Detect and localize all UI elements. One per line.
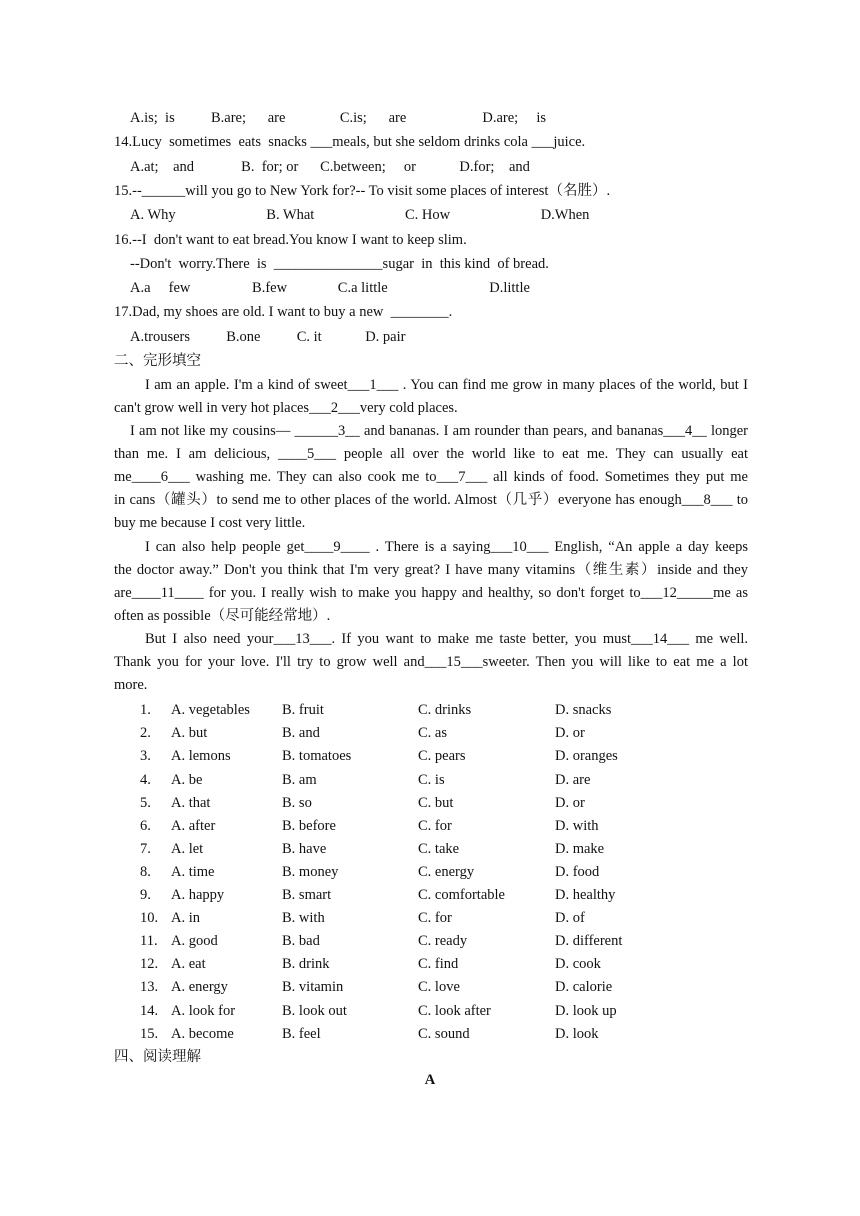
cloze-passage-line: I can also help people get____9____ . There is a saying___10___ English, “An apple a day keeps [145, 538, 748, 555]
cloze-option-row [0, 1024, 860, 1044]
option-a: A. let [171, 840, 204, 857]
option-b: B. am [282, 771, 317, 788]
option-a: A. happy [171, 887, 225, 903]
option-a: A. become [171, 1025, 234, 1042]
option-a: A. in [171, 910, 200, 927]
option-b: B. and [282, 725, 320, 742]
option-b: B. smart [282, 887, 332, 903]
option-c: C. pears [418, 748, 466, 765]
option-d: D. look [555, 1025, 599, 1042]
cloze-passage-line: often as possible（尽可能经常地）. [114, 607, 331, 624]
option-number: 8. [140, 863, 151, 880]
option-a: A. good [171, 933, 218, 950]
cloze-passage-line: the doctor away.” Don't you think that I'm very great? I have many vitamins（维生素）inside and they [114, 561, 748, 578]
mc-question-line: A.a few B.few C.a little D.little [130, 280, 530, 297]
option-a: A. that [171, 794, 211, 811]
option-b: B. so [282, 794, 312, 811]
option-b: B. drink [282, 956, 330, 973]
option-b: B. bad [282, 933, 320, 950]
option-number: 4. [140, 771, 151, 788]
mc-question-line: A. Why B. What C. How D.When [130, 207, 590, 224]
option-b: B. with [282, 910, 325, 927]
option-b: B. tomatoes [282, 748, 352, 765]
option-a: A. lemons [171, 748, 231, 765]
cloze-option-row [0, 839, 860, 859]
mc-question-line: --Don't worry.There is _______________sugar in this kind of bread. [130, 255, 549, 272]
cloze-passage-line: I am not like my cousins— ______3__ and bananas. I am rounder than pears, and bananas___4__ longer [130, 423, 748, 439]
option-c: C. love [418, 979, 460, 996]
option-a: A. eat [171, 956, 206, 973]
option-d: D. or [555, 794, 585, 811]
option-number: 1. [140, 702, 151, 719]
option-number: 11. [140, 933, 158, 950]
cloze-option-row [0, 793, 860, 813]
cloze-passage-line: more. [114, 677, 148, 694]
cloze-option-row [0, 908, 860, 928]
option-c: C. as [418, 725, 447, 742]
cloze-passage-line: I am an apple. I'm a kind of sweet___1___ . You can find me grow in many places of the world, but I [145, 376, 748, 393]
mc-question-line: 14.Lucy sometimes eats snacks ___meals, but she seldom drinks cola ___juice. [114, 134, 586, 151]
option-c: C. is [418, 771, 445, 788]
mc-question-line: 15.--______will you go to New York for?-- To visit some places of interest（名胜）. [114, 182, 611, 199]
option-b: B. vitamin [282, 979, 344, 996]
cloze-passage-line: But I also need your___13___. If you want to make me taste better, you must___14___ me well. [145, 630, 748, 647]
option-number: 12. [140, 956, 159, 973]
cloze-passage-line: buy me because I cost very little. [114, 515, 306, 532]
reading-passage-label: A [424, 1072, 436, 1088]
option-number: 13. [140, 979, 159, 996]
option-c: C. look after [418, 1002, 491, 1019]
cloze-passage-line: can't grow well in very hot places___2___very cold places. [114, 399, 458, 416]
option-d: D. or [555, 725, 585, 742]
cloze-option-row [0, 1001, 860, 1021]
option-d: D. of [555, 910, 585, 927]
option-d: D. cook [555, 956, 601, 973]
mc-question-line: 17.Dad, my shoes are old. I want to buy a new ________. [114, 304, 453, 321]
option-a: A. be [171, 771, 203, 788]
cloze-passage-line: me____6___ washing me. They can also cook me to___7___ all kinds of food. Sometimes they put me [114, 469, 748, 486]
option-b: B. fruit [282, 702, 324, 719]
option-c: C. energy [418, 863, 475, 880]
option-d: D. different [555, 933, 623, 950]
option-c: C. drinks [418, 702, 472, 719]
cloze-option-row [0, 977, 860, 997]
section-heading-cloze: 二、完形填空 [114, 353, 201, 369]
option-number: 3. [140, 748, 151, 765]
cloze-passage-line: in cans（罐头）to send me to other places of the world. Almost（几乎）everyone has enough___8___ to [114, 492, 748, 509]
option-number: 7. [140, 840, 151, 857]
option-number: 9. [140, 887, 151, 903]
option-c: C. comfortable [418, 887, 505, 903]
cloze-option-row [0, 816, 860, 836]
option-a: A. energy [171, 979, 228, 996]
mc-question-line: A.trousers B.one C. it D. pair [130, 328, 406, 345]
option-d: D. snacks [555, 702, 612, 719]
option-d: D. make [555, 840, 605, 857]
option-d: D. food [555, 863, 600, 880]
option-c: C. for [418, 817, 452, 834]
option-c: C. but [418, 794, 454, 811]
option-c: C. sound [418, 1025, 470, 1042]
option-d: D. oranges [555, 748, 618, 765]
option-number: 2. [140, 725, 151, 742]
option-d: D. with [555, 817, 599, 834]
cloze-option-row [0, 770, 860, 790]
mc-question-line: A.is; is B.are; are C.is; are D.are; is [130, 110, 547, 126]
cloze-option-row [0, 885, 860, 905]
option-a: A. but [171, 725, 208, 742]
option-number: 14. [140, 1002, 159, 1019]
option-c: C. ready [418, 933, 468, 950]
option-number: 10. [140, 910, 159, 927]
option-d: D. look up [555, 1002, 617, 1019]
option-a: A. time [171, 863, 215, 880]
option-a: A. vegetables [171, 702, 250, 719]
cloze-option-row [0, 954, 860, 974]
cloze-option-row [0, 862, 860, 882]
mc-question-line: 16.--I don't want to eat bread.You know I want to keep slim. [114, 231, 467, 248]
option-a: A. after [171, 817, 216, 834]
cloze-option-row [0, 723, 860, 743]
section-heading-reading: 四、阅读理解 [114, 1048, 201, 1065]
option-a: A. look for [171, 1002, 236, 1019]
option-b: B. before [282, 817, 336, 834]
option-number: 6. [140, 817, 151, 834]
cloze-passage-line: Thank you for your love. I'll try to grow well and___15___sweeter. Then you will like to eat me a lot [114, 654, 748, 670]
cloze-passage-line: are____11____ for you. I really wish to make you happy and healthy, so don't forget to___12_____me as [114, 584, 748, 601]
option-b: B. money [282, 863, 339, 880]
cloze-option-row [0, 931, 860, 951]
option-b: B. have [282, 840, 327, 857]
cloze-option-row [0, 746, 860, 766]
cloze-passage-line: than me. I am delicious, ____5___ people all over the world like to eat me. They can usually eat [114, 446, 748, 463]
option-d: D. are [555, 771, 591, 788]
option-c: C. take [418, 840, 460, 857]
mc-question-line: A.at; and B. for; or C.between; or D.for; and [130, 158, 530, 175]
option-c: C. find [418, 956, 459, 973]
option-d: D. healthy [555, 887, 616, 903]
cloze-option-row [0, 700, 860, 720]
option-c: C. for [418, 910, 452, 927]
option-d: D. calorie [555, 979, 613, 996]
option-number: 5. [140, 794, 151, 811]
option-b: B. feel [282, 1025, 321, 1042]
option-number: 15. [140, 1025, 159, 1042]
option-b: B. look out [282, 1002, 347, 1019]
